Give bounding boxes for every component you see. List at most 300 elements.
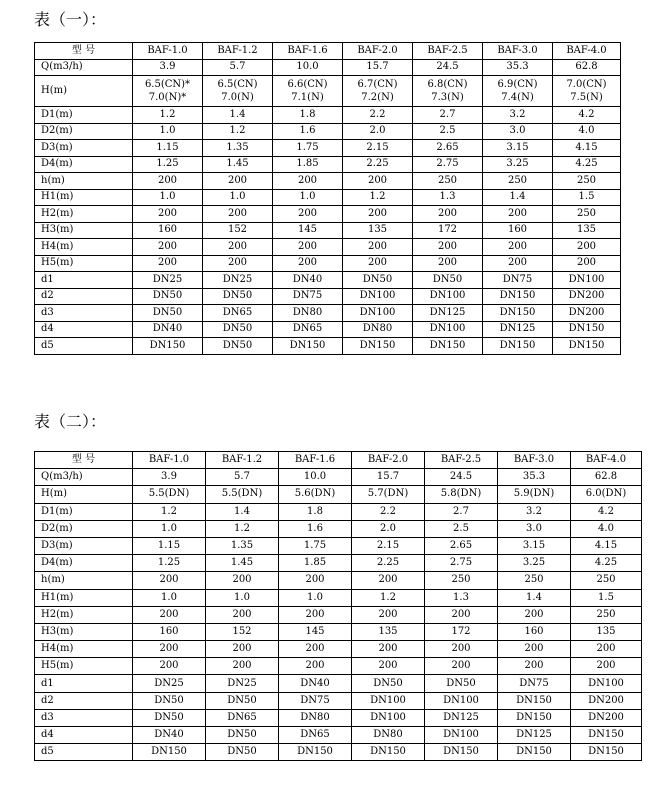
- row-label: H5(m): [35, 658, 133, 675]
- table-cell: DN50: [413, 272, 483, 289]
- cell-line: 6.9(CN): [497, 79, 538, 90]
- table-cell: DN40: [133, 321, 203, 338]
- table-cell: 5.8(DN): [425, 486, 498, 503]
- table-cell: 1.2: [352, 589, 425, 606]
- table-cell: 35.3: [483, 59, 553, 76]
- row-label: d1: [35, 675, 133, 692]
- table-cell: 200: [352, 658, 425, 675]
- table-cell: 1.4: [498, 589, 571, 606]
- table-cell: DN40: [133, 727, 206, 744]
- model-header: BAF-1.2: [203, 43, 273, 60]
- table-cell: 3.0: [483, 123, 553, 140]
- table-cell: DN65: [279, 727, 352, 744]
- table-cell: 2.5: [425, 520, 498, 537]
- table-cell: 1.15: [133, 537, 206, 554]
- cell-line: 7.2(N): [361, 92, 394, 103]
- table-cell: 145: [279, 623, 352, 640]
- table-cell: DN100: [413, 288, 483, 305]
- table-cell: [483, 76, 553, 107]
- table-cell: DN125: [413, 305, 483, 322]
- table-cell: [273, 76, 343, 107]
- table-cell: 200: [279, 641, 352, 658]
- table-row: [35, 658, 642, 675]
- table-row: [35, 572, 642, 589]
- table-cell: 4.0: [553, 123, 621, 140]
- table-cell: 3.25: [498, 555, 571, 572]
- table-cell: [203, 76, 273, 107]
- table-cell: 5.7: [206, 469, 279, 486]
- table-cell: 62.8: [553, 59, 621, 76]
- table-cell: 200: [133, 606, 206, 623]
- row-label: D3(m): [35, 537, 133, 554]
- row-label: D4(m): [35, 156, 133, 173]
- table-cell: DN25: [203, 272, 273, 289]
- table-cell: 1.4: [483, 189, 553, 206]
- table-row: [35, 140, 621, 157]
- model-header: BAF-4.0: [553, 43, 621, 60]
- table-row: [35, 727, 642, 744]
- table-row: [35, 503, 642, 520]
- table-cell: 200: [343, 206, 413, 223]
- table1-title: 表（一）：: [34, 10, 107, 29]
- table-cell: 1.5: [571, 589, 642, 606]
- table-cell: 200: [571, 658, 642, 675]
- table-cell: DN150: [273, 338, 343, 355]
- table-cell: DN50: [206, 727, 279, 744]
- row-label: D2(m): [35, 123, 133, 140]
- table-cell: 200: [279, 572, 352, 589]
- cell-line: 7.0(N)*: [148, 92, 187, 103]
- table-cell: DN80: [273, 305, 343, 322]
- table-cell: 35.3: [498, 469, 571, 486]
- table-cell: DN150: [571, 727, 642, 744]
- table-cell: 200: [498, 658, 571, 675]
- table-row: [35, 239, 621, 256]
- table-cell: 1.2: [206, 520, 279, 537]
- model-header: BAF-3.0: [498, 452, 571, 469]
- table-cell: 4.0: [571, 520, 642, 537]
- row-label: H2(m): [35, 206, 133, 223]
- table-cell: 172: [425, 623, 498, 640]
- table-cell: DN125: [498, 727, 571, 744]
- table-cell: DN50: [133, 288, 203, 305]
- table-cell: 152: [206, 623, 279, 640]
- table-cell: DN65: [203, 305, 273, 322]
- table-cell: DN50: [203, 321, 273, 338]
- header-label: 型 号: [35, 43, 133, 60]
- table-cell: 200: [279, 658, 352, 675]
- row-label: D2(m): [35, 520, 133, 537]
- table-cell: 1.0: [279, 589, 352, 606]
- table-row: [35, 255, 621, 272]
- row-label: H3(m): [35, 222, 133, 239]
- table-cell: DN50: [425, 675, 498, 692]
- table-header-row: [35, 43, 621, 60]
- table-row: [35, 623, 642, 640]
- spec-table-2: [34, 451, 642, 761]
- model-header: BAF-1.0: [133, 43, 203, 60]
- table-cell: 4.2: [553, 107, 621, 124]
- model-header: BAF-2.0: [343, 43, 413, 60]
- table-cell: 2.15: [343, 140, 413, 157]
- row-label: H5(m): [35, 255, 133, 272]
- table-cell: 200: [343, 239, 413, 256]
- table-cell: 10.0: [273, 59, 343, 76]
- table-row: [35, 606, 642, 623]
- table-cell: DN25: [206, 675, 279, 692]
- model-header: BAF-1.6: [279, 452, 352, 469]
- table-cell: 6.0(DN): [571, 486, 642, 503]
- table-cell: 200: [206, 572, 279, 589]
- table-cell: 250: [498, 572, 571, 589]
- table-cell: [343, 76, 413, 107]
- table-cell: DN50: [203, 338, 273, 355]
- table-cell: DN150: [413, 338, 483, 355]
- table-cell: DN75: [279, 692, 352, 709]
- table-cell: 250: [571, 606, 642, 623]
- table-cell: DN75: [273, 288, 343, 305]
- table-cell: 200: [498, 606, 571, 623]
- table-cell: 200: [343, 255, 413, 272]
- row-label: D3(m): [35, 140, 133, 157]
- table-cell: DN50: [343, 272, 413, 289]
- model-header: BAF-1.6: [273, 43, 343, 60]
- table-cell: 135: [553, 222, 621, 239]
- table-cell: 1.2: [203, 123, 273, 140]
- table-cell: 250: [553, 173, 621, 190]
- table-cell: 2.75: [425, 555, 498, 572]
- table-cell: 1.5: [553, 189, 621, 206]
- table-cell: 200: [133, 572, 206, 589]
- table-cell: 152: [203, 222, 273, 239]
- row-label: H1(m): [35, 589, 133, 606]
- table-cell: DN150: [553, 338, 621, 355]
- table-cell: 2.15: [352, 537, 425, 554]
- header-label: 型 号: [35, 452, 133, 469]
- table-cell: 1.0: [133, 589, 206, 606]
- table-cell: 1.6: [273, 123, 343, 140]
- table-cell: 1.35: [206, 537, 279, 554]
- table-cell: DN150: [343, 338, 413, 355]
- table-row: [35, 321, 621, 338]
- table-cell: 5.5(DN): [133, 486, 206, 503]
- table-cell: DN200: [553, 305, 621, 322]
- table-cell: 200: [425, 606, 498, 623]
- table-cell: 200: [413, 206, 483, 223]
- table-row: [35, 520, 642, 537]
- table-cell: 5.6(DN): [279, 486, 352, 503]
- table-cell: DN40: [279, 675, 352, 692]
- table-cell: 5.7(DN): [352, 486, 425, 503]
- table-cell: 200: [133, 173, 203, 190]
- table-cell: DN75: [483, 272, 553, 289]
- table-row: [35, 288, 621, 305]
- cell-line: 7.0(CN): [566, 79, 607, 90]
- table-cell: 200: [413, 255, 483, 272]
- table-cell: 200: [133, 658, 206, 675]
- table-cell: [133, 76, 203, 107]
- spec-table-1: [34, 42, 621, 355]
- table-cell: 1.2: [133, 107, 203, 124]
- row-label: Q(m3/h): [35, 59, 133, 76]
- table-cell: 2.2: [343, 107, 413, 124]
- model-header: BAF-2.5: [413, 43, 483, 60]
- table-cell: 1.0: [133, 123, 203, 140]
- table-cell: DN150: [498, 709, 571, 726]
- cell-line: 6.5(CN)*: [144, 79, 191, 90]
- row-label: d2: [35, 288, 133, 305]
- table-cell: 200: [203, 206, 273, 223]
- table-cell: 250: [413, 173, 483, 190]
- table-cell: 160: [483, 222, 553, 239]
- table-cell: 1.75: [273, 140, 343, 157]
- table-cell: 135: [343, 222, 413, 239]
- table-row: [35, 486, 642, 503]
- table-row: [35, 272, 621, 289]
- table-cell: 3.0: [498, 520, 571, 537]
- table-cell: 1.0: [133, 520, 206, 537]
- table-cell: 1.4: [203, 107, 273, 124]
- table-cell: 3.2: [483, 107, 553, 124]
- table-cell: 200: [133, 641, 206, 658]
- table-cell: 62.8: [571, 469, 642, 486]
- table-cell: 200: [483, 255, 553, 272]
- table-row: [35, 555, 642, 572]
- table-cell: DN50: [206, 744, 279, 761]
- table-cell: 172: [413, 222, 483, 239]
- table-row: [35, 107, 621, 124]
- table-cell: DN25: [133, 675, 206, 692]
- table-row: [35, 744, 642, 761]
- table-cell: 200: [206, 658, 279, 675]
- table-cell: 1.25: [133, 156, 203, 173]
- cell-line: 7.3(N): [431, 92, 464, 103]
- table-cell: 1.8: [273, 107, 343, 124]
- table-cell: 160: [498, 623, 571, 640]
- table-cell: DN50: [203, 288, 273, 305]
- table-cell: 135: [352, 623, 425, 640]
- table-cell: 1.0: [203, 189, 273, 206]
- table-row: [35, 469, 642, 486]
- table-cell: DN200: [571, 709, 642, 726]
- table-cell: 1.0: [273, 189, 343, 206]
- table-cell: 200: [553, 255, 621, 272]
- table-row: [35, 222, 621, 239]
- table-cell: 250: [571, 572, 642, 589]
- table-cell: 3.25: [483, 156, 553, 173]
- table-cell: 2.7: [413, 107, 483, 124]
- model-header: BAF-2.0: [352, 452, 425, 469]
- table-cell: 200: [133, 206, 203, 223]
- table-cell: 1.8: [279, 503, 352, 520]
- model-header: BAF-1.0: [133, 452, 206, 469]
- table-cell: 200: [273, 239, 343, 256]
- table-cell: 1.25: [133, 555, 206, 572]
- table-cell: 2.25: [343, 156, 413, 173]
- row-label: H4(m): [35, 239, 133, 256]
- table-cell: 200: [425, 658, 498, 675]
- table-cell: DN150: [279, 744, 352, 761]
- table-cell: 15.7: [352, 469, 425, 486]
- table-cell: 1.2: [133, 503, 206, 520]
- table-cell: 2.7: [425, 503, 498, 520]
- row-label: d4: [35, 727, 133, 744]
- table-cell: DN100: [425, 727, 498, 744]
- row-label: H(m): [35, 486, 133, 503]
- table-cell: DN100: [425, 692, 498, 709]
- table-cell: 200: [498, 641, 571, 658]
- table-cell: 200: [203, 239, 273, 256]
- table-cell: 3.15: [498, 537, 571, 554]
- table-cell: 4.25: [571, 555, 642, 572]
- table-cell: 2.65: [425, 537, 498, 554]
- table-cell: DN100: [413, 321, 483, 338]
- cell-line: 7.0(N): [221, 92, 254, 103]
- table-cell: 200: [203, 255, 273, 272]
- table-cell: 250: [425, 572, 498, 589]
- row-label: D1(m): [35, 107, 133, 124]
- row-label: d1: [35, 272, 133, 289]
- table-cell: 5.7: [203, 59, 273, 76]
- table-cell: 4.2: [571, 503, 642, 520]
- table-cell: 2.5: [413, 123, 483, 140]
- row-label: H2(m): [35, 606, 133, 623]
- table-row: [35, 589, 642, 606]
- table-cell: 2.75: [413, 156, 483, 173]
- table-cell: DN125: [425, 709, 498, 726]
- model-header: BAF-4.0: [571, 452, 642, 469]
- table-cell: 200: [206, 606, 279, 623]
- table-cell: 24.5: [413, 59, 483, 76]
- table-cell: DN40: [273, 272, 343, 289]
- table-cell: 200: [273, 173, 343, 190]
- table-cell: 160: [133, 623, 206, 640]
- table-cell: 1.85: [279, 555, 352, 572]
- table-cell: 10.0: [279, 469, 352, 486]
- table-cell: 1.45: [206, 555, 279, 572]
- table-cell: 160: [133, 222, 203, 239]
- table-cell: 1.45: [203, 156, 273, 173]
- table-cell: 2.65: [413, 140, 483, 157]
- table-cell: 1.75: [279, 537, 352, 554]
- table-cell: 24.5: [425, 469, 498, 486]
- table-cell: DN125: [483, 321, 553, 338]
- row-label: Q(m3/h): [35, 469, 133, 486]
- table-cell: 200: [133, 255, 203, 272]
- table-cell: DN50: [133, 305, 203, 322]
- row-label: H(m): [35, 76, 133, 107]
- table-cell: DN200: [571, 692, 642, 709]
- table-cell: DN150: [553, 321, 621, 338]
- table-cell: 1.85: [273, 156, 343, 173]
- table-cell: 5.9(DN): [498, 486, 571, 503]
- table-row: [35, 305, 621, 322]
- table-cell: 1.3: [413, 189, 483, 206]
- table-cell: 5.5(DN): [206, 486, 279, 503]
- table-cell: DN100: [352, 709, 425, 726]
- table-cell: 200: [483, 239, 553, 256]
- table-cell: 15.7: [343, 59, 413, 76]
- table-cell: DN65: [273, 321, 343, 338]
- table-cell: 1.15: [133, 140, 203, 157]
- table-cell: DN150: [483, 288, 553, 305]
- table-cell: DN100: [553, 272, 621, 289]
- row-label: d5: [35, 744, 133, 761]
- table-cell: 3.2: [498, 503, 571, 520]
- table-cell: 200: [133, 239, 203, 256]
- table-cell: DN50: [133, 709, 206, 726]
- table-row: [35, 173, 621, 190]
- row-label: d5: [35, 338, 133, 355]
- row-label: H3(m): [35, 623, 133, 640]
- model-header: BAF-1.2: [206, 452, 279, 469]
- table-cell: DN150: [425, 744, 498, 761]
- table-cell: [413, 76, 483, 107]
- table-cell: 200: [206, 641, 279, 658]
- table-cell: 2.0: [343, 123, 413, 140]
- table-cell: DN65: [206, 709, 279, 726]
- table-row: [35, 537, 642, 554]
- table-cell: 3.9: [133, 469, 206, 486]
- table-cell: DN50: [352, 675, 425, 692]
- table-cell: DN150: [498, 692, 571, 709]
- table-cell: DN150: [483, 338, 553, 355]
- table-row: [35, 76, 621, 107]
- table-cell: DN25: [133, 272, 203, 289]
- table-cell: 200: [571, 641, 642, 658]
- table-cell: 200: [343, 173, 413, 190]
- row-label: d3: [35, 709, 133, 726]
- table-cell: DN100: [343, 288, 413, 305]
- table-cell: DN80: [352, 727, 425, 744]
- table-cell: 200: [553, 239, 621, 256]
- table-cell: 4.25: [553, 156, 621, 173]
- cell-line: 6.8(CN): [427, 79, 468, 90]
- model-header: BAF-3.0: [483, 43, 553, 60]
- table2-title: 表（二）：: [34, 412, 107, 431]
- table-row: [35, 123, 621, 140]
- table-cell: DN150: [352, 744, 425, 761]
- row-label: d2: [35, 692, 133, 709]
- row-label: d3: [35, 305, 133, 322]
- row-label: D1(m): [35, 503, 133, 520]
- model-header: BAF-2.5: [425, 452, 498, 469]
- row-label: d4: [35, 321, 133, 338]
- table-cell: DN150: [571, 744, 642, 761]
- table-header-row: [35, 452, 642, 469]
- table-cell: DN80: [343, 321, 413, 338]
- table-cell: 250: [553, 206, 621, 223]
- table-cell: 200: [425, 641, 498, 658]
- table-cell: 200: [352, 606, 425, 623]
- row-label: D4(m): [35, 555, 133, 572]
- table-row: [35, 59, 621, 76]
- table-cell: DN150: [133, 338, 203, 355]
- table-cell: DN80: [279, 709, 352, 726]
- row-label: h(m): [35, 173, 133, 190]
- table-row: [35, 692, 642, 709]
- table-cell: 200: [483, 206, 553, 223]
- table-cell: DN200: [553, 288, 621, 305]
- table-row: [35, 338, 621, 355]
- table-cell: DN50: [133, 692, 206, 709]
- table-cell: DN100: [571, 675, 642, 692]
- table-row: [35, 156, 621, 173]
- table-row: [35, 206, 621, 223]
- table-cell: 2.0: [352, 520, 425, 537]
- cell-line: 6.7(CN): [357, 79, 398, 90]
- table-cell: 3.9: [133, 59, 203, 76]
